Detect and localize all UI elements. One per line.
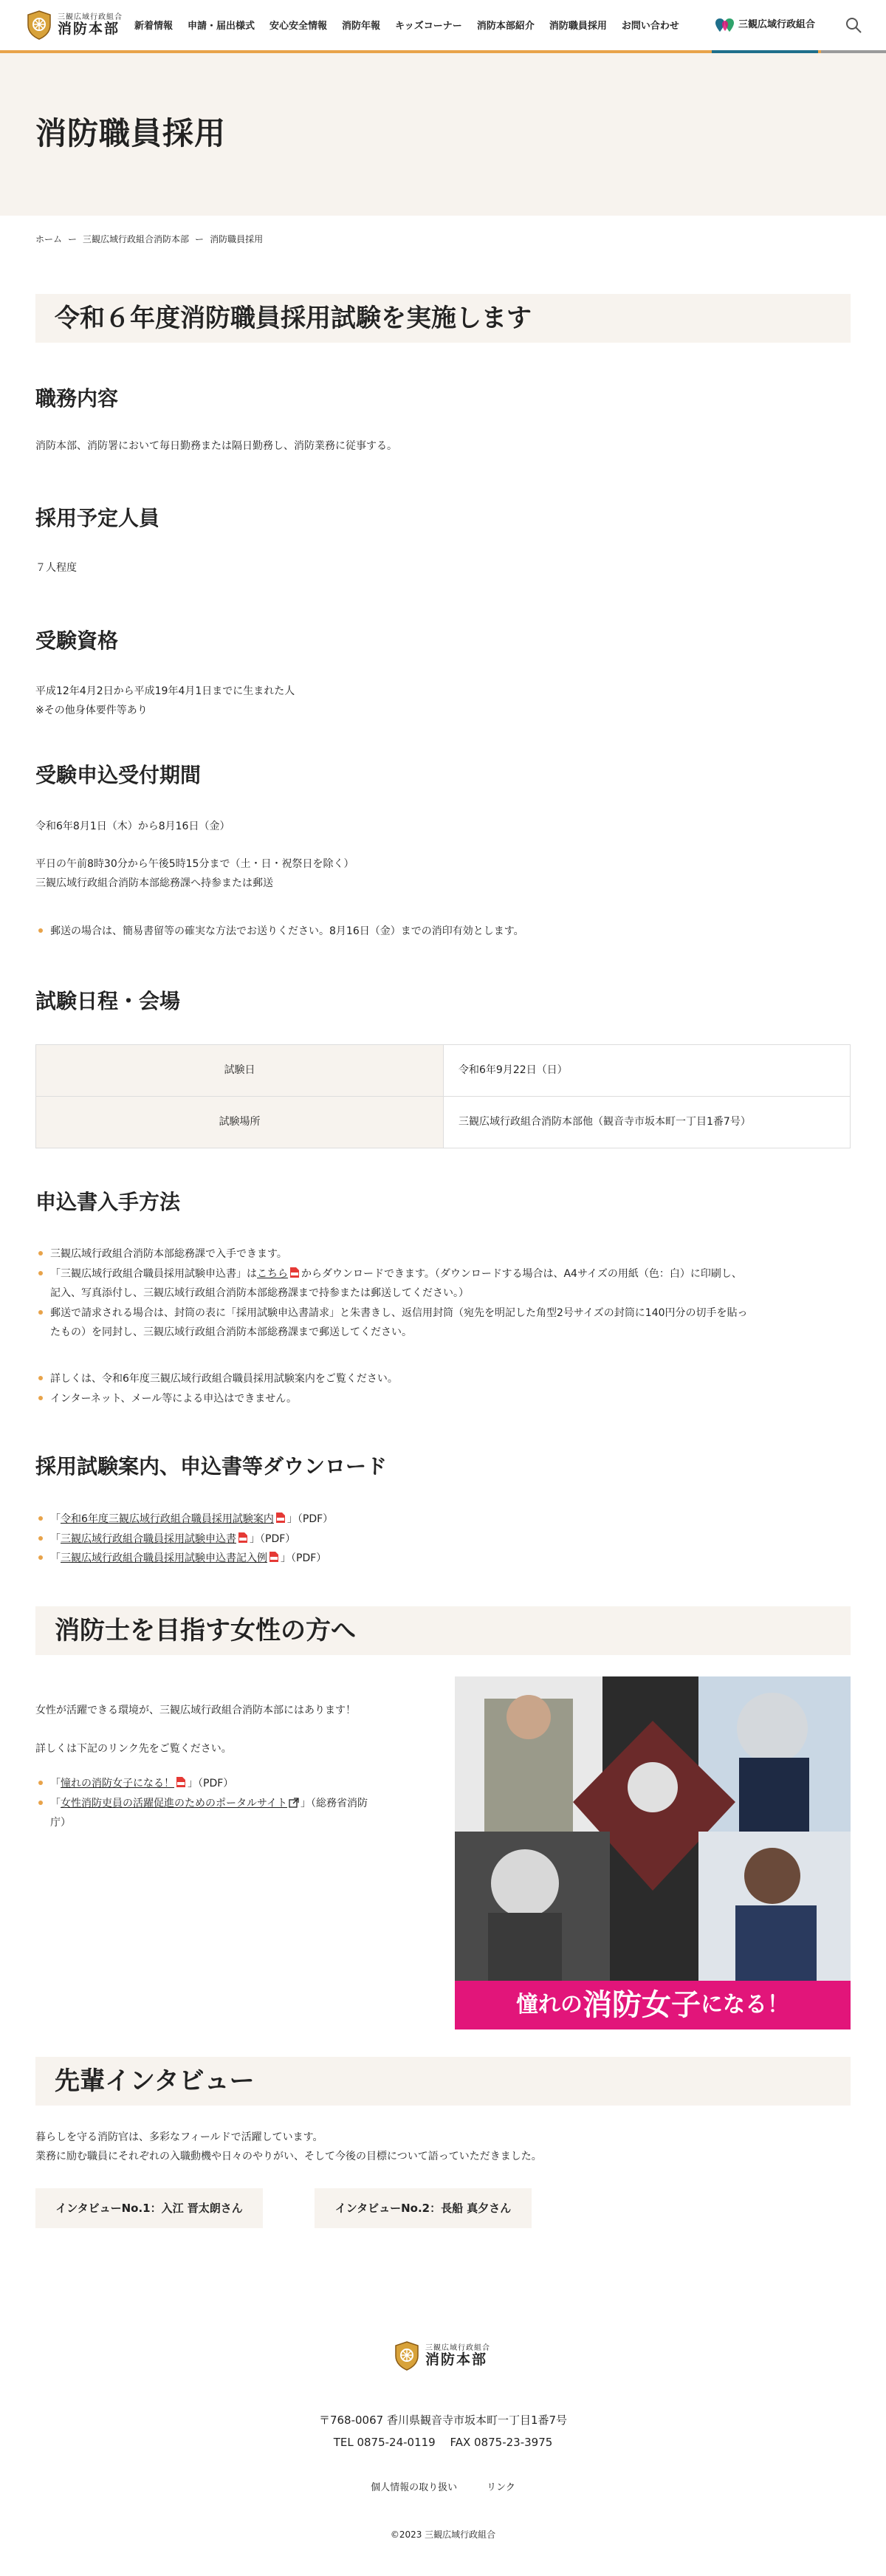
- breadcrumb: ホーム ー 三観広域行政組合消防本部 ー 消防職員採用: [35, 234, 264, 244]
- list-item: 「三観広域行政組合職員採用試験申込書 」（PDF）: [35, 1530, 333, 1549]
- eligibility-text: 平成12年4月2日から平成19年4月1日までに生まれた人 ※その他身体要件等あり: [35, 685, 295, 716]
- footer-logo[interactable]: [394, 2341, 490, 2371]
- site-logo[interactable]: [27, 10, 123, 40]
- download-form-link[interactable]: 三観広域行政組合職員採用試験申込書: [61, 1532, 236, 1545]
- breadcrumb-home[interactable]: ホーム: [35, 234, 63, 244]
- pdf-icon: [275, 1512, 286, 1524]
- main-heading: 令和６年度消防職員採用試験を実施します: [35, 294, 851, 343]
- women-heading: 消防士を目指す女性の方へ: [35, 1606, 851, 1655]
- list-item: 「三観広域行政組合職員採用試験申込書記入例 」（PDF）: [35, 1549, 333, 1569]
- interview-button-1[interactable]: インタビューNo.1：入江 晋太朗さん: [35, 2188, 263, 2228]
- breadcrumb-current: 消防職員採用: [210, 234, 264, 244]
- logo-subtitle: 三観広域行政組合: [58, 13, 123, 22]
- application-period: 令和6年8月1日（木）から8月16日（金）: [35, 821, 230, 832]
- list-item: 三観広域行政組合消防本部総務課で入手できます。: [35, 1244, 851, 1264]
- women-firefighters-photo: [455, 1676, 851, 2029]
- list-item: インターネット、メール等による申込はできません。: [35, 1389, 398, 1409]
- global-nav: [134, 0, 679, 53]
- search-button[interactable]: [821, 0, 886, 53]
- planned-text: ７人程度: [35, 562, 77, 574]
- women-banner: 憧れの 消防女子 になる！: [455, 1981, 851, 2029]
- footer-tel: TEL 0875-24-0119 FAX 0875-23-3975: [333, 2436, 553, 2449]
- photo-collage-image: [455, 1676, 851, 1981]
- application-notes: [35, 922, 524, 942]
- table-row: [36, 1045, 851, 1097]
- nav-news[interactable]: 新着情報: [134, 20, 174, 32]
- list-item: 郵送で請求される場合は、封筒の表に「採用試験申込書請求」と朱書きし、返信用封筒（宛先を明記した角型2号サイズの封筒に140円分の切手を貼っ たもの）を同封し、三観広域行政組合消防本部総務課まで郵送してください。: [35, 1304, 851, 1343]
- women-links: [35, 1774, 434, 1833]
- nav-forms[interactable]: 申請・届出様式: [188, 20, 255, 32]
- howto-list-2: [35, 1369, 398, 1408]
- women-text: 女性が活躍できる環境が、三観広域行政組合消防本部にはあります！ 詳しくは下記のリンク先をご覧ください。: [35, 1705, 356, 1755]
- interview-heading: 先輩インタビュー: [35, 2057, 851, 2106]
- pdf-icon: [269, 1551, 279, 1563]
- table-row: [36, 1097, 851, 1148]
- page-hero: [0, 53, 886, 216]
- download-guide-link[interactable]: 令和6年度三観広域行政組合職員採用試験案内: [61, 1513, 274, 1525]
- logo-title: 消防本部: [58, 21, 120, 38]
- nav-kids[interactable]: キッズコーナー: [395, 20, 462, 32]
- search-icon: [845, 17, 862, 33]
- footer-logo-subtitle: 三観広域行政組合: [425, 2344, 490, 2353]
- list-item: 「令和6年度三観広域行政組合職員採用試験案内 」（PDF）: [35, 1510, 333, 1530]
- schedule-date-label: 試験日: [36, 1045, 444, 1097]
- fire-department-emblem-icon: [394, 2341, 419, 2371]
- planned-heading: 採用予定人員: [35, 506, 160, 530]
- interview-button-2[interactable]: インタビューNo.2：長船 真夕さん: [315, 2188, 532, 2228]
- pdf-icon: [238, 1532, 248, 1544]
- women-portal-link[interactable]: 女性消防吏員の活躍促進のためのポータルサイト: [61, 1797, 288, 1809]
- association-logo-icon: [715, 18, 735, 32]
- pdf-icon: [289, 1267, 300, 1278]
- links-link[interactable]: リンク: [487, 2482, 515, 2493]
- list-item: 「女性消防吏員の活躍促進のためのポータルサイト 」（総務省消防 庁）: [35, 1794, 434, 1833]
- footer-links: [0, 2480, 886, 2497]
- list-item: 「憧れの消防女子になる！ 」（PDF）: [35, 1774, 434, 1794]
- association-link-label: 三観広域行政組合: [738, 18, 815, 30]
- page-body: [0, 216, 886, 2576]
- application-form-link[interactable]: こちら: [257, 1267, 288, 1280]
- nav-annual-report[interactable]: 消防年報: [342, 20, 381, 32]
- howto-heading: 申込書入手方法: [35, 1190, 181, 1214]
- privacy-link[interactable]: 個人情報の取り扱い: [371, 2482, 458, 2493]
- schedule-place-value: 三観広域行政組合消防本部他（観音寺市坂本町一丁目1番7号）: [444, 1097, 851, 1148]
- external-link-icon: [289, 1798, 299, 1808]
- application-hours: 平日の午前8時30分から午後5時15分まで（土・日・祝祭日を除く） 三観広域行政組合消防本部総務課へ持参または郵送: [35, 858, 354, 889]
- schedule-table: [35, 1044, 851, 1148]
- footer-logo-title: 消防本部: [425, 2351, 488, 2368]
- pdf-icon: [176, 1776, 186, 1788]
- eligibility-heading: 受験資格: [35, 628, 119, 653]
- duties-text: 消防本部、消防署において毎日勤務または隔日勤務し、消防業務に従事する。: [35, 440, 397, 452]
- footer-address: 〒768-0067 香川県観音寺市坂本町一丁目1番7号: [318, 2414, 568, 2427]
- nav-contact[interactable]: お問い合わせ: [621, 20, 679, 32]
- duties-heading: 職務内容: [35, 386, 119, 411]
- howto-list: [35, 1244, 851, 1343]
- schedule-heading: 試験日程・会場: [35, 989, 181, 1013]
- downloads-list: [35, 1510, 333, 1569]
- breadcrumb-hq[interactable]: 三観広域行政組合消防本部: [83, 234, 190, 244]
- nav-safety[interactable]: 安心安全情報: [269, 20, 328, 32]
- download-example-link[interactable]: 三観広域行政組合職員採用試験申込書記入例: [61, 1552, 267, 1565]
- copyright: ©2023 三観広域行政組合: [390, 2529, 496, 2540]
- nav-recruit[interactable]: 消防職員採用: [549, 20, 607, 32]
- association-link[interactable]: [712, 0, 818, 53]
- site-header: [0, 0, 886, 53]
- list-item: 郵送の場合は、簡易書留等の確実な方法でお送りください。8月16日（金）までの消印有効とします。: [35, 922, 524, 942]
- interview-text: 暮らしを守る消防官は、多彩なフィールドで活躍しています。 業務に励む職員にそれぞれの入職動機や日々のやりがい、そして今後の目標について語っていただきました。: [35, 2131, 542, 2162]
- women-pdf-link[interactable]: 憧れの消防女子になる！: [61, 1778, 174, 1789]
- list-item: 詳しくは、令和6年度三観広域行政組合職員採用試験案内をご覧ください。: [35, 1369, 398, 1389]
- application-heading: 受験申込受付期間: [35, 763, 202, 787]
- list-item: 「三観広域行政組合職員採用試験申込書」はこちら からダウンロードできます。（ダウンロードする場合は、A4サイズの用紙（色：白）に印刷し、 記入、写真添付し、三観広域行政組合消防本部総務課まで持参または郵送してください。）: [35, 1264, 851, 1304]
- nav-about[interactable]: 消防本部紹介: [476, 20, 535, 32]
- page-title: 消防職員採用: [35, 115, 227, 151]
- downloads-heading: 採用試験案内、申込書等ダウンロード: [35, 1454, 388, 1479]
- schedule-place-label: 試験場所: [36, 1097, 444, 1148]
- fire-department-emblem-icon: [27, 10, 52, 40]
- schedule-date-value: 令和6年9月22日（日）: [444, 1045, 851, 1097]
